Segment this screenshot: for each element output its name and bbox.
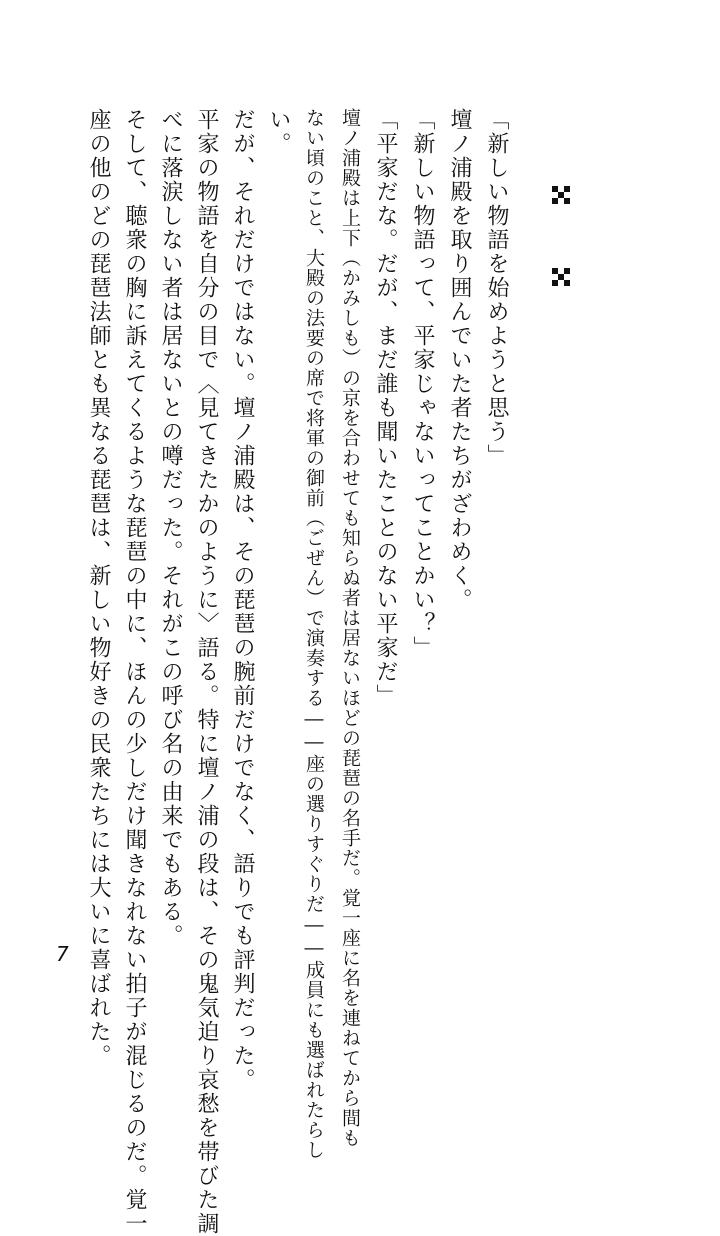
section-break-mark-1 <box>552 186 570 204</box>
text-column-7: い。 <box>266 108 291 156</box>
text-column-12: 座の他のどの琵琶法師とも異なる琵琶は、新しい物好きの民衆たちには大いに喜ばれた。 <box>86 108 111 1068</box>
text-column-6: ない頃のこと、大殿の法要の席で将軍の御前（ごぜん）で演奏する――座の選りすぐりだ――成員にも選ばれたらし <box>303 108 325 1160</box>
text-column-2: 壇ノ浦殿を取り囲んでいた者たちがざわめく。 <box>447 108 472 612</box>
page-number: 7 <box>56 942 69 966</box>
text-column-11: そして、聴衆の胸に訴えてくるような琵琶の中に、ほんの少しだけ聞きなれない拍子が混じるのだ。覚一 <box>122 108 147 1236</box>
section-break-mark-2 <box>552 268 570 286</box>
text-column-3: 「新しい物語って、平家じゃないってことかい？」 <box>410 108 435 660</box>
text-column-10: べに落涙しない者は居ないとの噂だった。それがこの呼び名の由来でもある。 <box>158 108 183 948</box>
text-column-1: 「新しい物語を始めようと思う」 <box>484 108 509 468</box>
text-column-4: 「平家だな。だが、まだ誰も聞いたことのない平家だ」 <box>373 108 398 708</box>
text-column-8: だが、それだけではない。壇ノ浦殿は、その琵琶の腕前だけでなく、語りでも評判だった。 <box>230 108 255 1092</box>
text-column-5: 壇ノ浦殿は上下（かみしも）の京を合わせても知らぬ者は居ないほどの琵琶の名手だ。覚一座に名を連ねてから間も <box>339 108 361 1148</box>
text-column-9: 平家の物語を自分の目で〈見てきたかのように〉語る。特に壇ノ浦の段は、その鬼気迫り哀愁を帯びた調 <box>194 108 219 1236</box>
